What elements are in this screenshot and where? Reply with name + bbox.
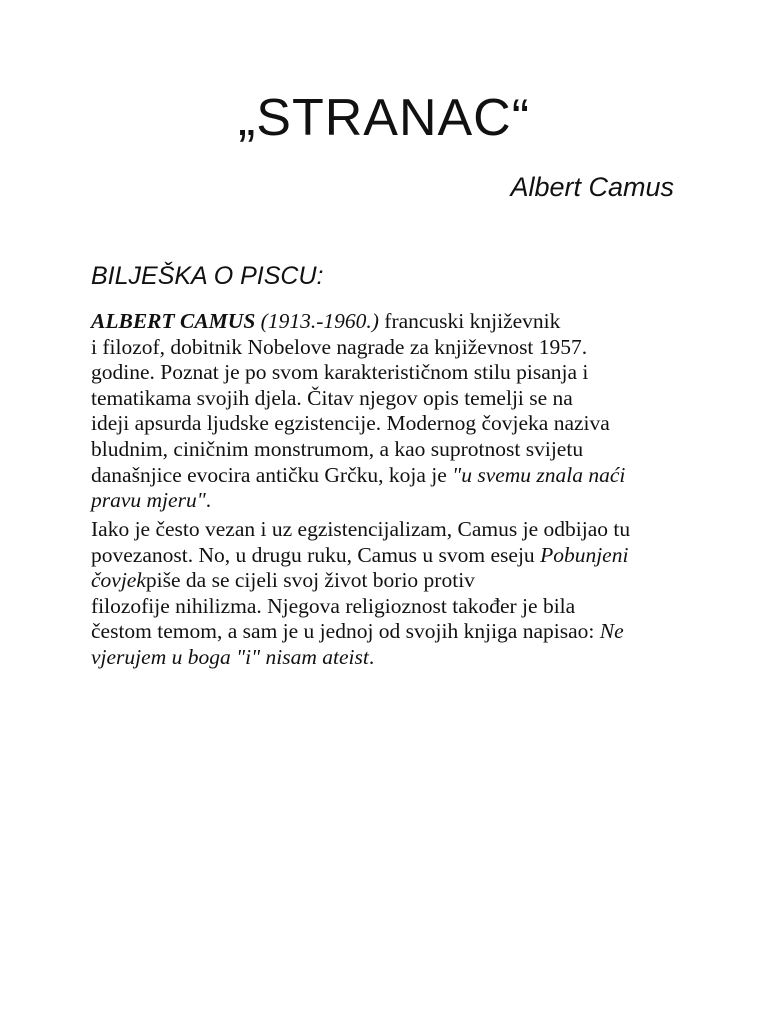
text-line [91, 645, 691, 671]
text-line: tematikama svojih djela. Čitav njegov opis temelji se na [91, 385, 573, 410]
quote-italic: Ne [599, 619, 624, 644]
text-line [91, 309, 691, 335]
text-line: Iako je često vezan i uz egzistencijalizam, Camus je odbijao tu [91, 517, 631, 541]
author-name: Albert Camus [510, 172, 674, 202]
text-line [91, 619, 691, 645]
text-line [91, 488, 691, 514]
text-line [91, 568, 691, 594]
text-line: godine. Poznat je po svom karakterističnom stilu pisanja i [91, 360, 589, 385]
philosophy-paragraph [91, 517, 691, 671]
quote-italic: vjerujem u boga "i" nisam ateist [91, 644, 369, 669]
text-fragment: današnjice evocira antičku Grčku, koja je [91, 462, 453, 487]
author-name-bold: ALBERT CAMUS [91, 309, 256, 333]
section-heading: BILJEŠKA O PISCU: [91, 262, 324, 290]
author-years: (1913.-1960.) [260, 309, 379, 333]
text-fragment: . [368, 644, 375, 669]
text-line: i filozof, dobitnik Nobelove nagrade za književnost 1957. [91, 334, 588, 359]
text-fragment: čestom temom, a sam je u jednoj od svojih knjiga napisao: [91, 619, 600, 644]
text-line [91, 543, 691, 569]
text-line: bludnim, ciničnim monstrumom, a kao suprotnost svijetu [91, 436, 584, 461]
document-title: „STRANAC“ [237, 89, 531, 147]
quote-italic: pravu mjeru" [91, 488, 206, 513]
text-line: filozofije nihilizma. Njegova religioznost također je bila [91, 593, 576, 618]
quote-italic: "u svemu znala naći [452, 462, 626, 487]
essay-title-italic: Pobunjeni [540, 542, 629, 567]
text-fragment: . [205, 488, 212, 513]
text-fragment: francuski književnik [378, 309, 561, 333]
author-bio-paragraph [91, 309, 691, 514]
text-line: ideji apsurda ljudske egzistencije. Modernog čovjeka naziva [91, 411, 610, 436]
text-line [91, 463, 691, 489]
text-fragment: piše da se cijeli svoj život borio protiv [145, 568, 475, 593]
text-fragment: povezanost. No, u drugu ruku, Camus u svom eseju [91, 542, 541, 567]
essay-title-italic: čovjek [91, 568, 146, 593]
